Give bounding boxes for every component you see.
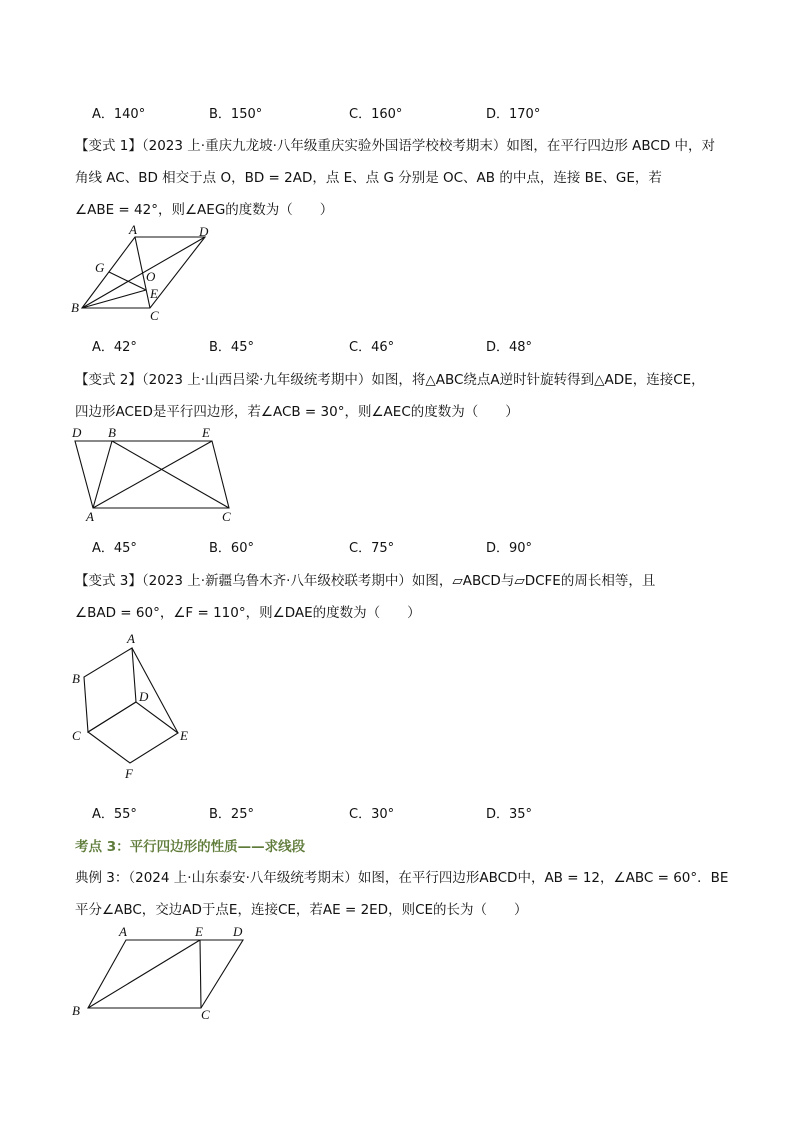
- q0-option-d[interactable]: D．170°: [486, 107, 541, 122]
- q4-text-line-2: 平分∠ABC，交边AD于点E，连接CE，若AE = 2ED，则CE的长为（ ）: [75, 902, 528, 918]
- q3-text-line-1: 【变式 3】（2023 上·新疆乌鲁木齐·八年级校联考期中）如图，▱ABCD与▱DCFE的周长相等，且: [75, 573, 656, 589]
- q3-option-c[interactable]: C．30°: [349, 807, 395, 822]
- q2-label-e: E: [202, 425, 210, 440]
- q1-label-b: B: [71, 300, 79, 315]
- q4-label-b: B: [72, 1003, 80, 1018]
- q2-label-c: C: [222, 509, 231, 524]
- q1-option-c[interactable]: C．46°: [349, 340, 395, 355]
- q2-text-line-2: 四边形ACED是平行四边形，若∠ACB = 30°，则∠AEC的度数为（ ）: [75, 404, 519, 420]
- q2-option-b[interactable]: B．60°: [209, 541, 254, 556]
- q3-label-f: F: [125, 766, 133, 781]
- q3-option-a[interactable]: A．55°: [92, 807, 137, 822]
- q2-option-c[interactable]: C．75°: [349, 541, 395, 556]
- q4-label-e: E: [195, 924, 203, 939]
- q2-label-b: B: [108, 425, 116, 440]
- q2-text-line-1: 【变式 2】（2023 上·山西吕梁·九年级统考期中）如图，将△ABC绕点A逆时针旋转得到△ADE，连接CE，: [75, 372, 705, 388]
- q1-text-line-3: ∠ABE = 42°，则∠AEG的度数为（ ）: [75, 202, 334, 218]
- q1-option-d[interactable]: D．48°: [486, 340, 533, 355]
- q4-label-d: D: [233, 924, 243, 939]
- q0-option-c[interactable]: C．160°: [349, 107, 403, 122]
- q2-option-a[interactable]: A．45°: [92, 541, 137, 556]
- q3-label-a: A: [127, 631, 135, 646]
- q1-label-g: G: [95, 260, 105, 275]
- q1-text-line-2: 角线 AC、BD 相交于点 O，BD = 2AD，点 E、点 G 分别是 OC、AB 的中点，连接 BE、GE，若: [75, 170, 662, 186]
- q1-label-a: A: [129, 222, 137, 237]
- q3-label-e: E: [180, 728, 188, 743]
- q3-label-d: D: [139, 689, 149, 704]
- q2-option-d[interactable]: D．90°: [486, 541, 533, 556]
- q4-text-line-1: 典例 3：（2024 上·山东泰安·八年级统考期末）如图，在平行四边形ABCD中，AB = 12，∠ABC = 60°．BE: [75, 870, 729, 886]
- q1-label-d: D: [199, 224, 209, 239]
- q1-option-b[interactable]: B．45°: [209, 340, 254, 355]
- q2-label-a: A: [86, 509, 94, 524]
- q1-label-c: C: [150, 308, 159, 323]
- q3-text-line-2: ∠BAD = 60°，∠F = 110°，则∠DAE的度数为（ ）: [75, 605, 421, 621]
- q1-label-o: O: [146, 269, 156, 284]
- q1-text-line-1: 【变式 1】（2023 上·重庆九龙坡·八年级重庆实验外国语学校校考期末）如图，在平行四边形 ABCD 中，对: [75, 138, 716, 154]
- q3-option-d[interactable]: D．35°: [486, 807, 533, 822]
- q0-option-a[interactable]: A．140°: [92, 107, 146, 122]
- q1-label-e: E: [150, 286, 158, 301]
- q3-label-c: C: [72, 728, 81, 743]
- q3-label-b: B: [72, 671, 80, 686]
- q1-option-a[interactable]: A．42°: [92, 340, 137, 355]
- section-heading: 考点 3：平行四边形的性质——求线段: [75, 839, 306, 855]
- q2-label-d: D: [72, 425, 82, 440]
- q0-option-b[interactable]: B．150°: [209, 107, 263, 122]
- q3-option-b[interactable]: B．25°: [209, 807, 254, 822]
- q4-label-a: A: [119, 924, 127, 939]
- q4-label-c: C: [201, 1007, 210, 1022]
